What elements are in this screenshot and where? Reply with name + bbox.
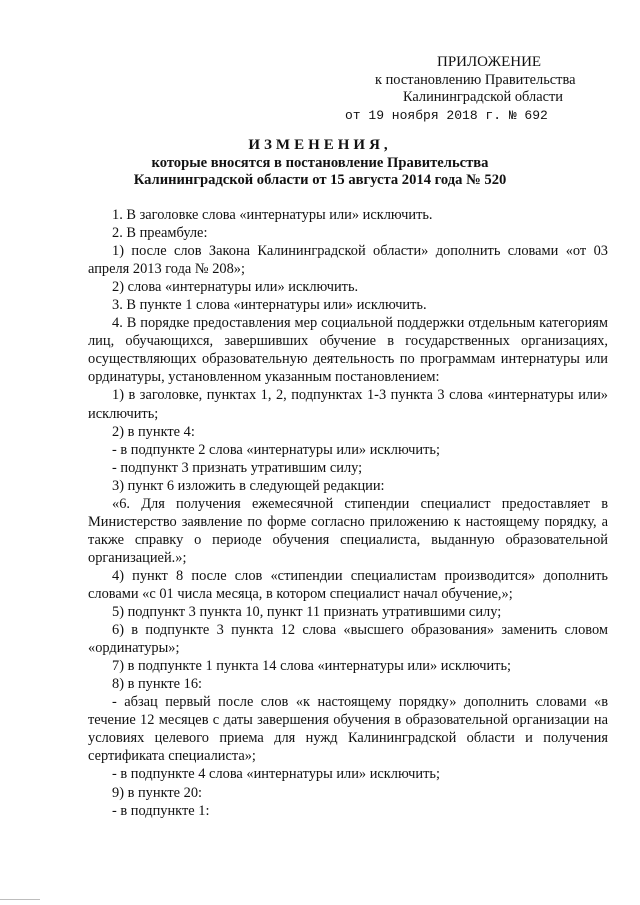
heading-title: ИЗМЕНЕНИЯ,	[248, 137, 392, 153]
document-body	[88, 206, 608, 820]
appendix-date-number: от 19 ноября 2018 г. № 692	[345, 107, 548, 123]
paragraph: 8) в пункте 16:	[112, 676, 203, 693]
paragraph: 9) в пункте 20:	[112, 784, 203, 801]
paragraph: 1) в заголовке, пунктах 1, 2, подпунктах 1-3 пункта 3 слова «интернатуры или» исключить;	[88, 387, 608, 422]
paragraph: - в подпункте 4 слова «интернатуры или» исключить;	[112, 766, 440, 783]
paragraph: 2. В преамбуле:	[112, 225, 208, 242]
paragraph: «6. Для получения ежемесячной стипендии специалист предоставляет в Министерство заявление по форме согласно приложению к настоящему порядку, а также справку о периоде обучения специалиста, выданную образовательной организацией.»;	[88, 495, 608, 566]
paragraph: 2) слова «интернатуры или» исключить.	[112, 279, 359, 296]
paragraph: - в подпункте 1:	[112, 802, 210, 819]
paragraph: 3. В пункте 1 слова «интернатуры или» исключить.	[112, 297, 427, 314]
heading-subtitle-1: которые вносятся в постановление Правительства	[151, 154, 489, 171]
document-heading	[0, 137, 640, 190]
paragraph: 7) в подпункте 1 пункта 14 слова «интернатуры или» исключить;	[112, 658, 512, 675]
paragraph: - в подпункте 2 слова «интернатуры или» исключить;	[112, 441, 440, 458]
page-edge-mark	[0, 899, 40, 900]
appendix-line-region: Калининградской области	[403, 89, 563, 106]
paragraph: 6) в подпункте 3 пункта 12 слова «высшего образования» заменить словом «ординатуры»;	[88, 622, 608, 657]
appendix-label: ПРИЛОЖЕНИЕ	[437, 54, 542, 70]
appendix-block	[345, 54, 605, 124]
paragraph: 4. В порядке предоставления мер социальной поддержки отдельным категориям лиц, обучающихся, завершивших обучение в государственных организациях, осуществляющих образовательную деятельность по программам интернатуры или ординатуры, установленном указанным постановлением:	[88, 315, 608, 386]
paragraph: 1. В заголовке слова «интернатуры или» исключить.	[112, 207, 433, 223]
paragraph: 4) пункт 8 после слов «стипендии специалистам производится» дополнить словами «с 01 числа месяца, в котором специалист начал обучение,»;	[88, 567, 608, 602]
paragraph: - подпункт 3 признать утратившим силу;	[112, 459, 363, 476]
heading-subtitle-2: Калининградской области от 15 августа 2014 года № 520	[133, 172, 507, 189]
paragraph: 1) после слов Закона Калининградской области» дополнить словами «от 03 апреля 2013 года № 208»;	[88, 243, 608, 278]
paragraph: 5) подпункт 3 пункта 10, пункт 11 признать утратившими силу;	[112, 604, 502, 621]
paragraph: 2) в пункте 4:	[112, 423, 195, 440]
appendix-line-resolution: к постановлению Правительства	[375, 71, 576, 88]
paragraph: 3) пункт 6 изложить в следующей редакции:	[112, 477, 385, 494]
paragraph: - абзац первый после слов «к настоящему порядку» дополнить словами «в течение 12 месяцев с даты завершения обучения в образовательной организации на условиях целевого приема для нужд Калининградской области и получения сертификата специалиста»;	[88, 694, 608, 765]
